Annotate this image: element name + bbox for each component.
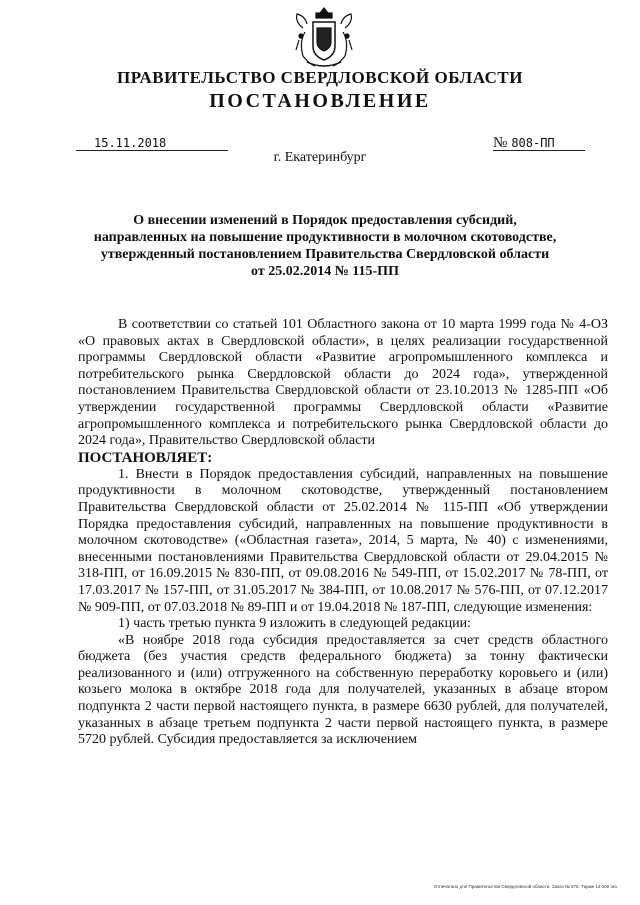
document-title bbox=[90, 212, 560, 280]
coat-of-arms-icon bbox=[293, 6, 355, 72]
quoted-paragraph: «В ноябре 2018 года субсидия предоставляется за счет средств областного бюджета (без участия средств федерального бюджета) за тонну фактически реализованного и (или) отгруженного на собственную переработку коровьего и (или) козьего молока в октябре 2018 года для получателей, указанных в абзаце втором подпункта 2 части первой настоящего пункта, в размере 6630 рублей, для получателей, указанных в абзаце третьем подпункта 2 части первой настоящего пункта, в размере 5720 рублей. Субсидия предоставляется за исключением bbox=[78, 632, 608, 748]
resolves-heading: ПОСТАНОВЛЯЕТ: bbox=[78, 449, 213, 466]
preamble-paragraph: В соответствии со статьей 101 Областного закона от 10 марта 1999 года № 4-ОЗ «О правовых актах в Свердловской области», в целях реализации государственной программы Свердловской области «Развитие агропромышленного комплекса и потребительского рынка Свердловской области до 2024 года», утвержденной постановлением Правительства Свердловской области от 23.10.2013 № 1285-ПП «Об утверждении государственной программы Свердловской области «Развитие агропромышленного комплекса и потребительского рынка Свердловской области до 2024 года», Правительство Свердловской области bbox=[78, 317, 608, 449]
item-1-paragraph: 1. Внести в Порядок предоставления субсидий, направленных на повышение продуктивности в молочном скотоводстве, утвержденный постановлением Правительства Свердловской области от 25.02.2014 № 115-ПП «Об утверждении Порядка предоставления субсидий, направленных на повышение продуктивности в молочном скотоводстве» («Областная газета», 2014, 5 марта, № 40) с изменениями, внесенными постановлениями Правительства Свердловской области от 29.04.2015 № 318-ПП, от 16.09.2015 № 830-ПП, от 09.08.2016 № 549-ПП, от 15.02.2017 № 78-ПП, от 17.03.2017 № 157-ПП, от 31.05.2017 № 384-ПП, от 10.08.2017 № 576-ПП, от 07.12.2017 № 909-ПП, от 07.03.2018 № 89-ПП и от 19.04.2018 № 187-ПП, следующие изменения: bbox=[78, 466, 608, 615]
subitem-1-paragraph: 1) часть третью пункта 9 изложить в следующей редакции: bbox=[118, 616, 471, 632]
print-footer-note: Отпечатано для Правительства Свердловской области. Заказ № 575. Тираж 14 000 экз. bbox=[433, 884, 618, 889]
number-prefix: № bbox=[493, 135, 508, 151]
city: г. Екатеринбург bbox=[273, 150, 367, 165]
organization-name: ПРАВИТЕЛЬСТВО СВЕРДЛОВСКОЙ ОБЛАСТИ bbox=[117, 68, 523, 87]
document-type: ПОСТАНОВЛЕНИЕ bbox=[209, 90, 431, 112]
title-line: направленных на повышение продуктивности в молочном скотоводстве, bbox=[93, 230, 557, 245]
title-line: О внесении изменений в Порядок предоставления субсидий, bbox=[133, 213, 517, 228]
document-number bbox=[493, 136, 585, 151]
title-line: утвержденный постановлением Правительства Свердловской области bbox=[100, 247, 550, 262]
document-body bbox=[78, 317, 608, 749]
number-value: 808-ПП bbox=[511, 136, 555, 150]
document-date: 15.11.2018 bbox=[76, 136, 228, 151]
title-line: от 25.02.2014 № 115-ПП bbox=[251, 264, 399, 279]
